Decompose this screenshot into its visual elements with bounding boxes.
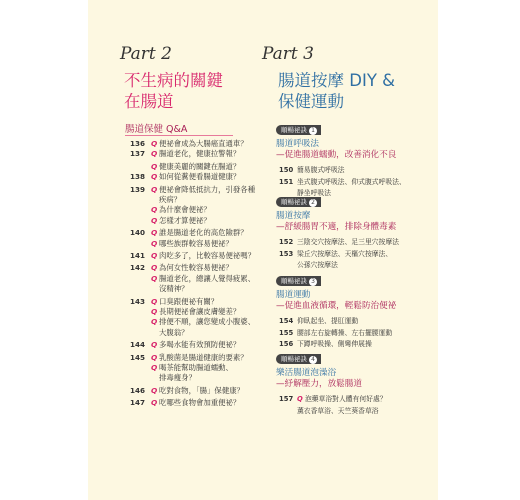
qa-entry: [151, 250, 255, 261]
qa-entry: [151, 397, 240, 408]
chapter-badge-label: 順暢祕訣: [281, 126, 307, 134]
qa-entry: [151, 184, 255, 195]
qa-entry-text: 乳酸菌是腸道健康的要素？: [159, 352, 248, 362]
q-marker-icon: Q: [151, 205, 158, 215]
qa-entry-text: 吃對食物，「腸」保健康？: [159, 385, 244, 395]
q-marker-icon: Q: [151, 296, 158, 306]
chapter-badge: [276, 276, 321, 286]
q-marker-icon: Q: [151, 139, 158, 148]
q-marker-icon: Q: [151, 263, 158, 273]
chapter-item-text: 薰衣香草浴、天竺葵香草浴: [297, 406, 379, 415]
page-number: 154: [279, 317, 294, 325]
chapter-number-badge: 4: [309, 356, 317, 364]
q-marker-icon: Q: [297, 395, 303, 403]
chapter-badge-label: 順暢祕訣: [281, 198, 307, 206]
qa-entry: [151, 385, 244, 396]
qa-entry-text: 沒精神？: [159, 284, 189, 294]
page-number: 157: [279, 395, 294, 403]
page-number: 142: [130, 263, 146, 273]
page-number: 156: [279, 340, 294, 348]
qa-entry: [151, 352, 248, 363]
q-marker-icon: Q: [151, 273, 158, 283]
qa-entry-text: 口臭跟便祕有關？: [159, 296, 219, 306]
q-marker-icon: Q: [151, 340, 158, 350]
chapter-badge-label: 順暢祕訣: [281, 355, 307, 363]
chapter-badge: [276, 197, 321, 207]
qa-entry-text: 健康美麗的關鍵在腸道？: [159, 161, 241, 171]
qa-entry-text: 如何從糞便看腸道健康？: [159, 172, 241, 182]
qa-entry-text: 誰是腸道老化的高危險群？: [159, 228, 248, 238]
qa-entry: [159, 194, 181, 205]
q-marker-icon: Q: [151, 149, 158, 159]
page-number: 146: [130, 385, 146, 395]
qa-entry: [151, 306, 240, 317]
chapter-badge: [276, 125, 321, 135]
chapter-item: [279, 316, 358, 326]
page-number: 151: [279, 177, 294, 186]
qa-entry-text: 吃哪些食物會加重便祕？: [159, 398, 241, 408]
qa-entry: [151, 148, 240, 159]
page-number: 136: [130, 139, 146, 148]
qa-entry-text: 怎樣才算便祕？: [159, 215, 211, 225]
chapter-item: [279, 165, 345, 175]
chapter-badge-label: 順暢祕訣: [281, 277, 307, 285]
chapter-item: [279, 249, 392, 259]
qa-entry: [151, 161, 240, 172]
page-number: 152: [279, 238, 294, 246]
page-number: 137: [130, 149, 146, 159]
part2-title-line1: 不生病的關鍵: [124, 71, 223, 90]
chapter-item-text: 仰臥起坐、提肛運動: [297, 317, 359, 325]
q-marker-icon: Q: [151, 251, 158, 260]
chapter-item: [279, 177, 406, 187]
q-marker-icon: Q: [151, 184, 158, 194]
page-number: 140: [130, 228, 146, 238]
chapter-item: [279, 260, 338, 270]
chapter-item-text: 靜坐呼吸法: [297, 189, 331, 197]
qa-entry: [151, 215, 211, 226]
page-number: 144: [130, 340, 146, 350]
qa-entry-text: 便祕會成為大腸癌直通車？: [159, 139, 248, 148]
q-marker-icon: Q: [151, 363, 158, 372]
part2-title-line2: 在腸道: [124, 92, 174, 111]
qa-entry-text: 排毒瘦身？: [159, 373, 196, 383]
chapter-number-badge: 1: [309, 127, 317, 135]
part3-title-line2: 保健運動: [278, 92, 344, 111]
qa-entry-text: 長期便祕會讓皮膚變差？: [159, 307, 241, 316]
chapter-item: [279, 237, 399, 247]
qa-entry-text: 哪些族群較容易便祕？: [159, 238, 233, 248]
chapter-title: 腸道按摩: [276, 211, 311, 221]
part2-label: Part 2: [120, 44, 172, 64]
q-marker-icon: Q: [151, 215, 158, 225]
chapter-item: [279, 328, 392, 338]
chapter-subtitle: —促進腸道蠕動，改善消化不良: [276, 150, 397, 160]
page-number: 150: [279, 166, 294, 174]
qa-entry-text: 腸道老化，總讓人覺得疲累、: [159, 273, 256, 283]
qa-entry-text: 疾病？: [159, 195, 182, 204]
chapter-item: [279, 394, 387, 404]
qa-entry-text: 喝茶能幫助腸道蠕動、: [159, 363, 233, 372]
chapter-item-text: 三陰交穴按摩法、足三里穴按摩法: [297, 238, 399, 246]
qa-entry: [159, 283, 189, 294]
part3-label: Part 3: [262, 44, 314, 64]
section-divider: [125, 135, 233, 136]
qa-entry: [151, 238, 233, 249]
q-marker-icon: Q: [151, 352, 158, 362]
page-number: 145: [130, 352, 146, 362]
qa-entry: [159, 372, 196, 383]
qa-entry: [151, 138, 248, 149]
q-marker-icon: Q: [151, 307, 158, 316]
qa-entry: [151, 273, 255, 284]
chapter-badge: [276, 354, 321, 364]
qa-entry: [151, 362, 233, 373]
page-number: 155: [279, 328, 294, 337]
q-marker-icon: Q: [151, 398, 158, 408]
page-number: 147: [130, 398, 146, 408]
chapter-item-text: 下蹲呼吸操、側彎伸展操: [297, 340, 372, 348]
chapter-title: 腸道運動: [276, 290, 311, 300]
chapter-item-text: 泡藥草浴對人體有何好處？: [305, 395, 387, 403]
qa-entry-text: 肉吃多了，比較容易便祕嗎？: [159, 251, 256, 260]
qa-entry: [151, 204, 211, 215]
qa-entry-text: 腸道老化，健康拉警報？: [159, 149, 241, 159]
qa-entry-text: 為何女性較容易便祕？: [159, 263, 233, 273]
chapter-title: 樂活腸道泡澡浴: [276, 368, 337, 378]
chapter-item: [279, 339, 372, 349]
q-marker-icon: Q: [151, 385, 158, 395]
page-number: 141: [130, 251, 146, 260]
chapter-subtitle: —舒緩腸胃不適，排除身體毒素: [276, 222, 397, 232]
qa-entry-text: 便祕會降低抵抗力，引發各種: [159, 184, 256, 194]
page-number: 138: [130, 172, 146, 182]
chapter-title: 腸道呼吸法: [276, 139, 319, 149]
qa-entry: [151, 227, 248, 238]
chapter-item-text: 公孫穴按摩法: [297, 261, 338, 269]
q-marker-icon: Q: [151, 317, 158, 327]
q-marker-icon: Q: [151, 228, 158, 238]
chapter-item-text: 坐式腹式呼吸法、仰式腹式呼吸法、: [297, 177, 406, 186]
q-marker-icon: Q: [151, 172, 158, 182]
chapter-number-badge: 2: [309, 199, 317, 207]
page-number: 153: [279, 249, 294, 258]
qa-entry: [151, 339, 240, 350]
chapter-number-badge: 3: [309, 278, 317, 286]
chapter-item-text: 梁丘穴按摩法、天樞穴按摩法、: [297, 249, 393, 258]
part3-title-line1: 腸道按摩 DIY &: [278, 71, 396, 90]
qa-entry-text: 多喝水能有效預防便祕？: [159, 340, 241, 350]
chapter-subtitle: —促進血液循環，輕鬆防治便祕: [276, 301, 397, 311]
page-number: 143: [130, 296, 146, 306]
chapter-subtitle: —紓解壓力，放鬆腸道: [276, 379, 362, 389]
qa-entry: [159, 327, 189, 338]
qa-entry: [151, 316, 255, 327]
qa-section-heading: 腸道保健 Q&A: [125, 124, 188, 135]
qa-entry: [151, 296, 218, 307]
qa-entry: [151, 262, 233, 273]
qa-entry-text: 大腹翁？: [159, 327, 189, 337]
q-marker-icon: Q: [151, 161, 158, 171]
qa-entry-text: 為什麼會便祕？: [159, 205, 211, 215]
page-number: 139: [130, 184, 146, 194]
chapter-item-text: 腰部左右旋轉操、左右擺腰運動: [297, 328, 393, 337]
qa-entry: [151, 171, 240, 182]
chapter-item: [279, 406, 379, 416]
q-marker-icon: Q: [151, 238, 158, 248]
chapter-item-text: 簡易腹式呼吸法: [297, 166, 345, 174]
qa-entry-text: 排便不順，讓您變成小腹婆、: [159, 317, 256, 327]
